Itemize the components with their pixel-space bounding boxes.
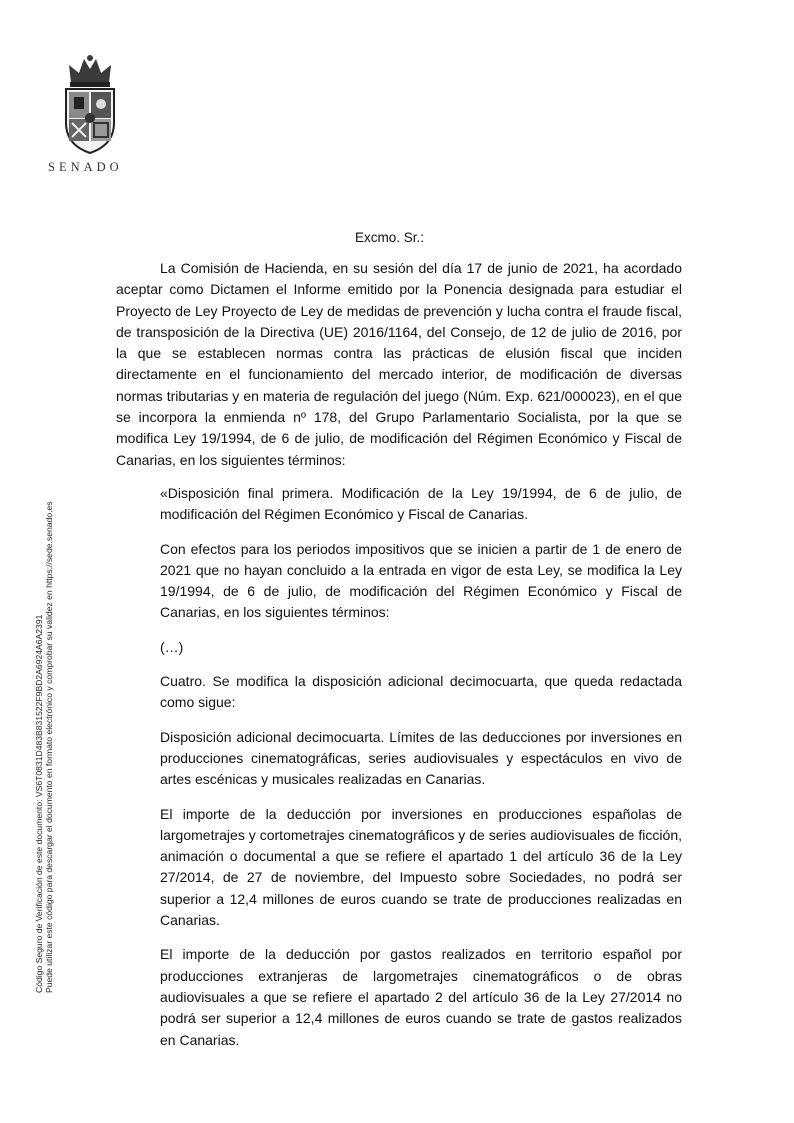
greeting: Excmo. Sr.: xyxy=(355,230,425,245)
quoted-paragraph-foreign: El importe de la deducción por gastos realizados en territorio español por producciones extranjeras de largometrajes cinematográficos o de obras audiovisuales a que se refiere el apartado 2 del artículo 36 de la Ley 27/2014 no podrá ser superior a 12,4 millones de euros cuando se trate de gastos realizados en Canarias. xyxy=(160,946,682,1048)
quoted-paragraph-title: «Disposición final primera. Modificación de la Ley 19/1994, de 6 de julio, de modificación del Régimen Económico y Fiscal de Canarias. xyxy=(160,484,682,523)
quoted-paragraph-disposition: Disposición adicional decimocuarta. Límites de las deducciones por inversiones en producciones cinematográficas, series audiovisuales y espectáculos en vivo de artes escénicas y musicales realizadas en Canarias. xyxy=(160,728,682,788)
intro-paragraph: La Comisión de Hacienda, en su sesión del día 17 de junio de 2021, ha acordado aceptar como Dictamen el Informe emitido por la Ponencia designada para estudiar el Proyecto de Ley Proyecto de Ley de medidas de prevención y lucha contra el fraude fiscal, de transposición de la Directiva (UE) 2016/1164, del Consejo, de 12 de julio de 2016, por la que se establecen normas contra las prácticas de elusión fiscal que inciden directamente en el funcionamiento del mercado interior, de modificación de diversas normas tributarias y en materia de regulación del juego (Núm. Exp. 621/000023), en el que se incorpora la enmienda nº 178, del Grupo Parlamentario Socialista, por la que se modifica Ley 19/1994, de 6 de julio, de modificación del Régimen Económico y Fiscal de Canarias, en los siguientes términos: xyxy=(116,260,682,468)
verification-url-line: Puede utilizar este código para descargar el documento en formato electrónico y comprobar su validez en https://sede.senado.es xyxy=(44,501,54,993)
quoted-paragraph-cuatro: Cuatro. Se modifica la disposición adicional decimocuarta, que queda redactada como sigue: xyxy=(160,673,682,711)
verification-note xyxy=(34,501,54,993)
quoted-paragraph-national: El importe de la deducción por inversiones en producciones españolas de largometrajes y cortometrajes cinematográficos y de series audiovisuales de ficción, animación o documental a que se refiere el apartado 1 del artículo 36 de la Ley 27/2014, de 27 de noviembre, del Impuesto sobre Sociedades, no podrá ser superior a 12,4 millones de euros cuando se trate de producciones realizadas en Canarias. xyxy=(160,805,682,929)
quoted-paragraph-ellipsis: (…) xyxy=(160,638,184,655)
quoted-paragraph-effects: Con efectos para los periodos impositivos que se inicien a partir de 1 de enero de 2021 que no hayan concluido a la entrada en vigor de esta Ley, se modifica la Ley 19/1994, de 6 de julio, de modificación del Régimen Económico y Fiscal de Canarias, en los siguientes términos: xyxy=(160,540,682,621)
senado-crest-icon xyxy=(57,53,123,157)
verification-code-line: Código Seguro de Verificación de este documento: VS6T0831D483B831522F9BD2A6924A6A2391 xyxy=(34,614,44,993)
logo-caption: SENADO xyxy=(48,160,123,174)
document-body xyxy=(116,258,682,1051)
